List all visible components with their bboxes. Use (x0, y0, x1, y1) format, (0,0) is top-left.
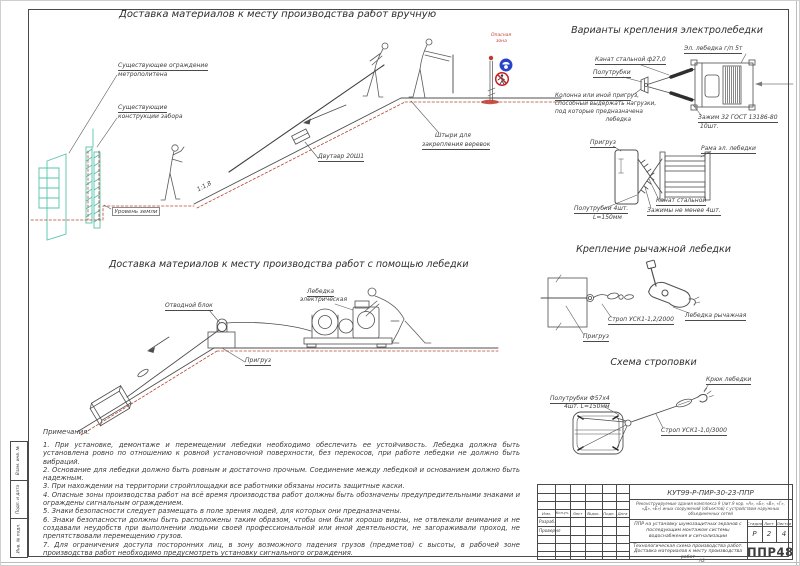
note-item-2: 2. Основание для лебедки должно быть ровным и достаточно прочным. Соединение между лебедкой и основанием должно быть надежным. (43, 465, 520, 483)
label-slope-ratio: 1:1,8 (195, 179, 213, 194)
stamp-col-koluch: Кол.уч. (555, 510, 570, 515)
label-el-winch: Эл. лебедка г/п 5т (684, 46, 742, 54)
label-beam: Двутавр 20Ш1 (318, 154, 364, 162)
side-stamp-podp: Подп. и дата (16, 484, 22, 515)
stamp-col-list: Лист (572, 510, 583, 516)
side-stamp-inv: Инв. № подл. (16, 523, 22, 553)
label-winch-hook: Крюк лебедки (706, 377, 751, 385)
stage-label: Стадия (747, 520, 762, 526)
stamp-col-izm: Изм. (542, 510, 551, 516)
label-column-line4: лебедка (605, 117, 631, 123)
label-pins-line2: закрепления веревок (422, 142, 490, 150)
ppr48-logo: ППР48 (747, 545, 794, 559)
label-steel-rope: Канат стальной ф27,0 (595, 57, 666, 65)
label-electric-winch-line2: электрическая (300, 296, 348, 303)
note-item-7: 7. Для ограничения доступа посторонних лиц, в зону возможного падения грузов (предметов) с высоты, в рабочей зоне производства работ необходимо предусмотреть установку сигнального ограждения. (43, 540, 520, 557)
label-lever-winch: Лебедка рычажная (685, 313, 746, 321)
document-code: КУТ99-Р-ПИР-30-23-ППР (667, 488, 754, 497)
label-diverting-block: Отводной блок (165, 303, 213, 311)
label-danger-zone-line1: Опасная (491, 33, 512, 38)
project-description: ППР на установку шумозащитных экранов с последующим монтажом системы водоснабжения и сигнализации (634, 522, 742, 539)
label-steel-rope-2: Канат стальной (656, 198, 706, 206)
side-stamp-vzam: Взам. инв. № (16, 446, 22, 476)
note-item-4: 4. Опасные зоны производства работ на всё время производства работ должны быть обозначены предупредительными знаками и ограждены сигнальным ограждением. (43, 490, 520, 508)
stamp-col-data: Дата (617, 510, 628, 516)
stage-value: Р (752, 530, 757, 538)
label-sling-usk12: Строп УСК1-1,2/2000 (608, 317, 674, 325)
drawing-frame (28, 9, 789, 557)
sheets-label: Листов (776, 520, 792, 526)
label-clamps-qty: Зажимы не менее 4шт. (647, 208, 721, 216)
label-sling-usk10: Строп УСК1-1,0/3000 (661, 428, 727, 436)
stamp-col-dok: №док. (587, 510, 600, 516)
side-stamp (10, 441, 28, 558)
sheet-value: 2 (766, 530, 772, 538)
label-ground-level: Уровень земли (112, 207, 160, 216)
label-halftubes-57-line2: 4шт. L=150мм (564, 403, 610, 410)
object-description: Реконструируемые здания комплекса 9 (лит.9 кор. «А», «Б», «В», «Г», «Д», «Е») иных сооружений (объектов) с устройством наружных объединенных сетей (636, 501, 785, 516)
label-halftubes-qty-line2: L=150мм (593, 214, 622, 221)
sheets-value: 4 (781, 530, 787, 538)
label-winch-frame: Рама эл. лебедки (701, 146, 756, 154)
paper-edge-bottom (1, 562, 800, 563)
note-item-1: 1. При установке, демонтаже и перемещении лебедки необходимо обеспечить ее устойчивость. Лебедка должна быть установлена ровно по отношению к ровной установочной поверхности, без перекосов, при работе лебедки не должно быть вибраций. (43, 441, 520, 466)
side-stamp-cell (11, 442, 27, 481)
variants-scheme-title: Варианты крепления электролебедки (571, 25, 763, 36)
label-fence-exist-line2: конструкции забора (118, 113, 183, 120)
side-stamp-cell (11, 481, 27, 520)
label-halftubes-qty-line1: Полутрубки 4шт. (574, 206, 628, 214)
label-danger-zone-line2: зона (496, 39, 507, 44)
label-clamp-line1: Зажим 32 ГОСТ 13186-80 (698, 115, 778, 123)
paper-edge-right (796, 1, 797, 566)
stamp-row-checked: Проверил (539, 528, 561, 533)
side-stamp-cell (11, 519, 27, 557)
sheet-label: Лист (764, 520, 774, 526)
label-column-line3: под которые предназначена (555, 109, 643, 115)
stamp-row-developed: Разраб. (539, 519, 556, 524)
label-weight-3: Пригруз (583, 334, 609, 342)
label-weight: Пригруз (245, 358, 271, 366)
label-column-line2: способный выдержать нагрузки, (555, 101, 657, 107)
label-halftubes-57-line1: Полутрубки Ф57х4 (550, 396, 610, 404)
sling-scheme-title: Схема строповки (610, 357, 697, 368)
note-item-3: 3. При нахождении на территории стройплощадки все работники обязаны носить защитные каски. (43, 482, 405, 491)
label-halftubes: Полутрубки (593, 70, 631, 78)
winch-scheme-title: Доставка материалов к месту производства работ с помощью лебедки (109, 259, 469, 270)
sheet-title-text: Технологическая схема производства работ. Доставка материалов к месту производства работ (633, 544, 743, 560)
label-column-line1: Колонна или иной пригруз, (555, 93, 640, 99)
notes-heading: Примечания: (43, 428, 90, 436)
lever-scheme-title: Крепление рычажной лебедки (576, 244, 731, 255)
label-electric-winch-line1: Лебедка (307, 289, 334, 297)
label-clamp-line2: 10шт. (700, 123, 719, 130)
label-fence-metro-line1: Существующее ограждение (118, 63, 208, 71)
note-item-6: 6. Знаки безопасности должны быть расположены таким образом, чтобы они были хорошо видны, не отвлекали внимания и не создавали неудобств при выполнении людьми своей профессиональной или иной деятельности, не загораживали проход, не препятствовали перемещению грузов. (43, 515, 520, 541)
stamp-col-podp: Подп. (603, 510, 615, 516)
label-weight-2: Пригруз (590, 140, 616, 148)
label-pins-line1: Штыри для (435, 132, 471, 139)
manual-scheme-title: Доставка материалов к месту производства работ вручную (119, 9, 437, 20)
label-fence-metro-line2: метрополитена (118, 71, 168, 78)
label-fence-exist-line1: Существующие (118, 105, 167, 113)
note-item-5: 5. Знаки безопасности следует размещать в поле зрения людей, для которых они предназначены. (43, 507, 402, 516)
